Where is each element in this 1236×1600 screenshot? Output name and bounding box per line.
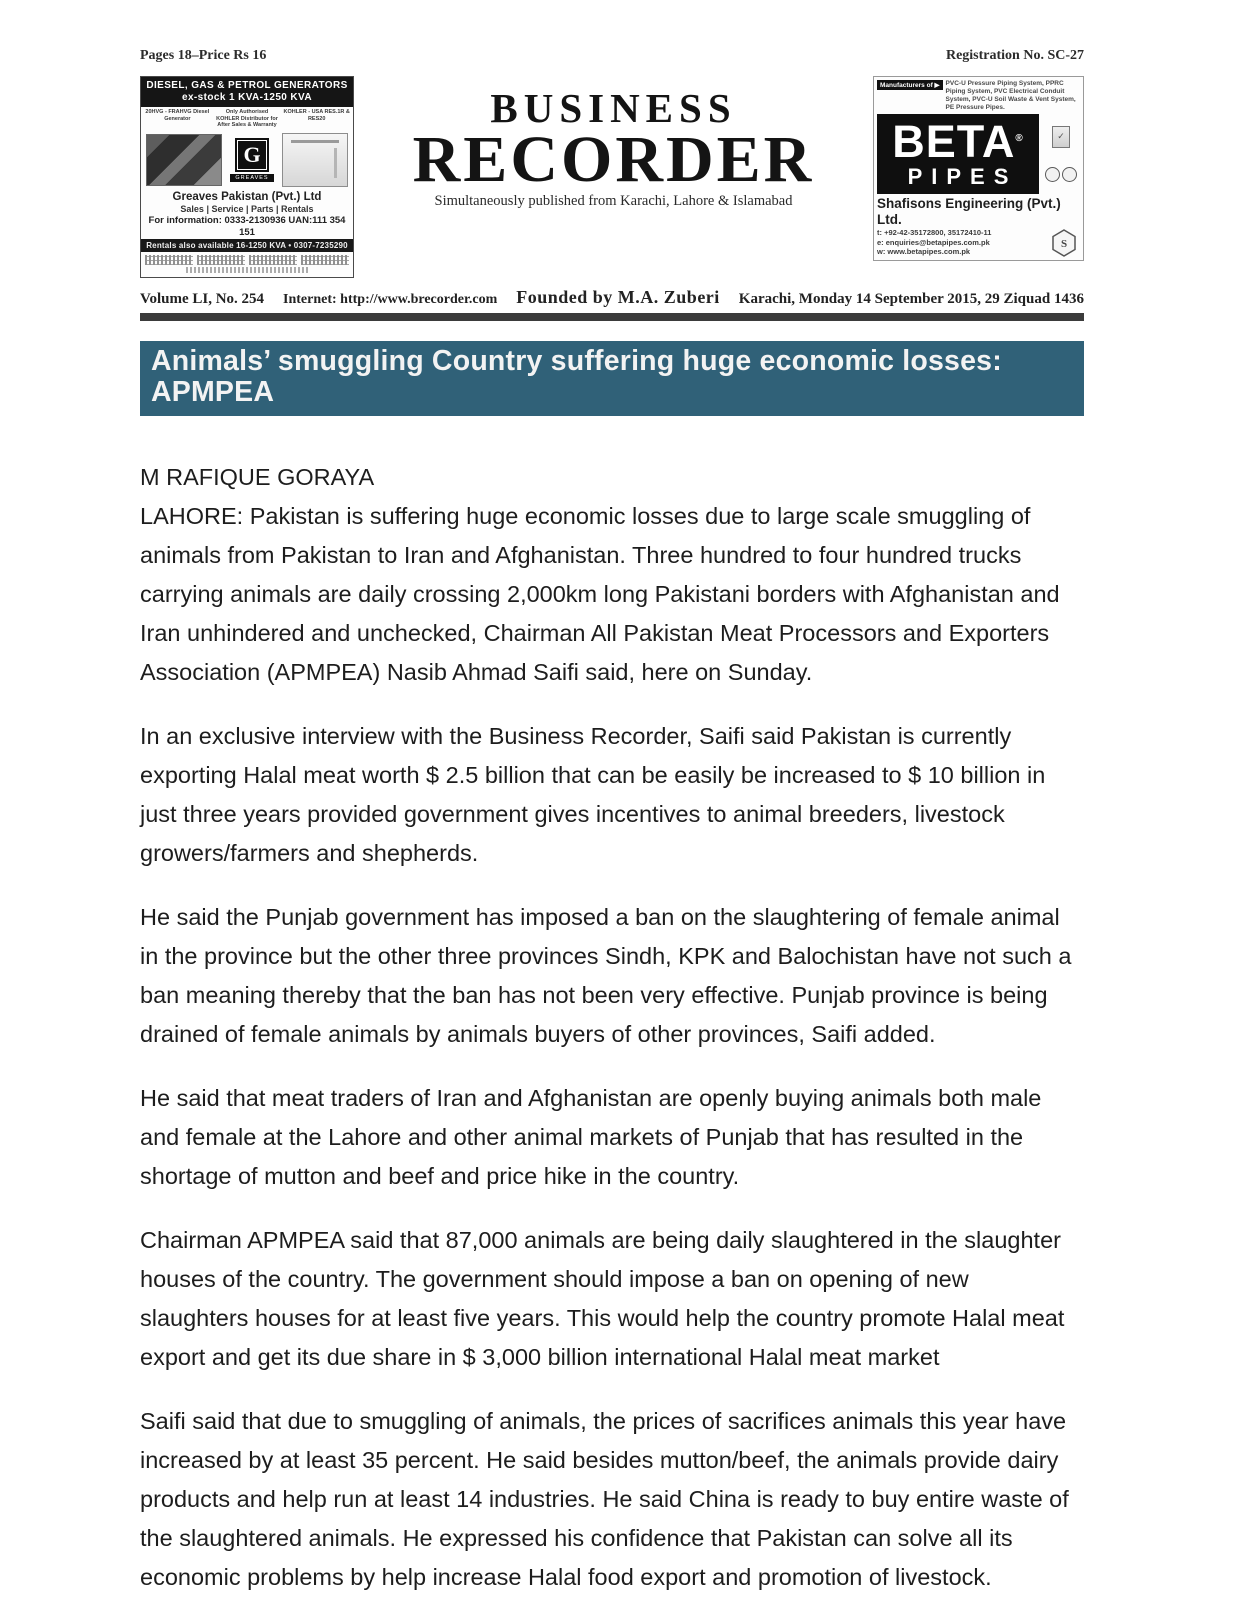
article-paragraph: He said that meat traders of Iran and Afghanistan are openly buying animals both male and female at the Lahore and other animal markets of Punjab that has resulted in the shortage of mutton and beef and price hike in the country.: [140, 1084, 1042, 1189]
greaves-logo: [230, 138, 274, 182]
masthead-title-line1: BUSINESS: [490, 85, 737, 131]
article-headline: [140, 341, 1084, 416]
masthead-divider-rule: [140, 313, 1084, 321]
svg-text:S: S: [1060, 238, 1068, 250]
greaves-ad-header: [141, 77, 353, 107]
article-paragraph: Chairman APMPEA said that 87,000 animals are being daily slaughtered in the slaughter houses of the country. The government should impose a ban on opening of new slaughters houses for at least five years. This would help the country promote Halal meat export and get its due share in $ 3,000 billion international Halal meat market: [140, 1226, 1065, 1370]
top-strip: [140, 48, 1084, 64]
masthead: [376, 76, 851, 210]
beta-brand-sub: PIPES: [907, 164, 1018, 189]
masthead-row: [140, 76, 1084, 278]
beta-email-line: e: enquiries@betapipes.com.pk: [877, 237, 990, 247]
headline-line2: APMPEA: [151, 375, 275, 408]
generator-enclosure-photo: [282, 133, 348, 187]
shafisons-company-name: Shafisons Engineering (Pvt.) Ltd.: [877, 196, 1061, 227]
beta-contact-block: [877, 228, 1080, 257]
masthead-title-line2: RECORDER: [412, 123, 815, 196]
micro-print-block: [197, 255, 245, 265]
article-body: [140, 458, 1080, 1597]
micro-print-block: [301, 255, 349, 265]
article-paragraph: Saifi said that due to smuggling of animals, the prices of sacrifices animals this year have increased by at least 35 percent. He said besides mutton/beef, the animals provide dairy products and help run at least 14 industries. He said China is ready to buy entire waste of the slaughtered animals. He expressed his confidence that Pakistan can solve all its economic problems by help increase Halal food export and promotion of livestock.: [140, 1407, 1069, 1590]
beta-ad-middle: [877, 114, 1080, 194]
founded-by-line: Founded by M.A. Zuberi: [516, 286, 720, 307]
beta-ad-top-strip: [877, 80, 1080, 112]
greaves-micro-print-footer: [186, 267, 309, 273]
greaves-generators-ad: [140, 76, 354, 278]
pages-price-label: Pages 18–Price Rs 16: [140, 48, 267, 63]
beta-pipes-ad: [873, 76, 1084, 261]
website-line: Internet: http://www.brecorder.com: [283, 291, 498, 307]
greaves-ad-images: [141, 129, 353, 191]
headline-line1: Animals’ smuggling Country suffering huge economic losses:: [151, 344, 1002, 377]
greaves-rentals-line: Rentals also available 16-1250 KVA • 0307-7235290: [141, 239, 353, 252]
beta-website-line: w: www.betapipes.com.pk: [877, 247, 971, 256]
manufacturers-of-label: Manufacturers of ▶: [877, 80, 943, 90]
edition-date-line: Karachi, Monday 14 September 2015, 29 Ziquad 1436: [738, 290, 1084, 307]
article-paragraph: LAHORE: Pakistan is suffering huge economic losses due to large scale smuggling of animals from Pakistan to Iran and Afghanistan. Three hundred to four hundred trucks carrying animals are daily crossing 2,000km long Pakistani borders with Afghanistan and Iran unhindered and unchecked, Chairman All Pakistan Meat Processors and Exporters Association (APMPEA) Nasib Ahmad Saifi said, here on Sunday.: [140, 502, 1060, 685]
quality-mark-icon: [1045, 167, 1060, 182]
micro-print-block: [249, 255, 297, 265]
beta-brand-text: BETA: [892, 116, 1016, 167]
micro-print-block: [145, 255, 193, 265]
shafisons-seal-icon: [1050, 229, 1078, 260]
beta-products-list: PVC-U Pressure Piping System, PPRC Piping System, PVC Electrical Conduit System, PVC-U Soil Waste & Vent System, PE Pressure Pipes.: [945, 80, 1076, 111]
beta-certification-icons: [1042, 114, 1080, 194]
article-paragraph: He said the Punjab government has imposed a ban on the slaughtering of female animal in the province but the other three provinces Sindh, KPK and Balochistan have not such a ban meaning thereby that the ban has not been very effective. Punjab province is being drained of female animals by animals buyers of other provinces, Saifi added.: [140, 903, 1072, 1047]
quality-mark-icon: [1062, 167, 1077, 182]
certificate-icon: ✓: [1052, 126, 1070, 148]
quality-mark-icons: [1045, 167, 1077, 182]
info-bar: [140, 287, 1084, 308]
greaves-contact-line: For information: 0333-2130936 UAN:111 354 151: [148, 214, 346, 238]
greaves-ad-header-line1: DIESEL, GAS & PETROL GENERATORS: [146, 80, 348, 91]
greaves-ad-col2: Only Authorised KOHLER Distributor for After Sales & Warranty: [216, 109, 278, 128]
byline: M RAFIQUE GORAYA: [140, 463, 375, 490]
greaves-company-name: Greaves Pakistan (Pvt.) Ltd: [172, 190, 322, 203]
registered-mark: ®: [1015, 133, 1024, 144]
greaves-micro-print-row: [141, 252, 353, 266]
greaves-ad-columns: [141, 107, 353, 129]
registration-number: Registration No. SC-27: [945, 48, 1084, 63]
beta-logo-box: [877, 114, 1039, 194]
diesel-generator-photo: [146, 134, 222, 186]
volume-number: Volume LI, No. 254: [140, 290, 265, 307]
greaves-ad-header-line2: ex-stock 1 KVA-1250 KVA: [182, 92, 312, 103]
beta-phone-line: t: +92-42-35172800, 35172410-11: [877, 228, 992, 237]
article-paragraph: In an exclusive interview with the Business Recorder, Saifi said Pakistan is currently exporting Halal meat worth $ 2.5 billion that can be easily be increased to $ 10 billion in just three years provided government gives incentives to animal breeders, livestock growers/farmers and shepherds.: [140, 722, 1046, 866]
greaves-services-line: Sales | Service | Parts | Rentals: [180, 203, 314, 214]
greaves-logo-caption: GREAVES: [230, 174, 274, 182]
beta-brand-name: [877, 116, 1039, 165]
greaves-logo-icon: G: [235, 138, 269, 172]
greaves-ad-col1: 20HVG - FRAHVG Diesel Generator: [145, 109, 210, 122]
greaves-ad-col3: KOHLER - USA RES.1R & RES20: [283, 109, 350, 122]
masthead-subtitle: Simultaneously published from Karachi, Lahore & Islamabad: [434, 193, 793, 209]
